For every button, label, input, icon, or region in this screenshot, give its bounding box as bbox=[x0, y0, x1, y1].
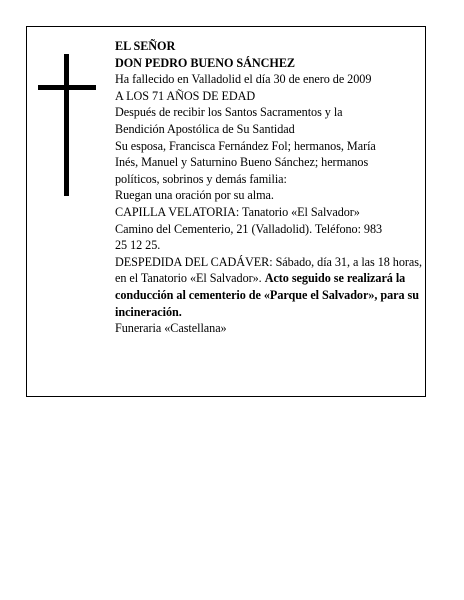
obituary-text-block bbox=[115, 38, 435, 337]
prayer-request: Ruegan una oración por su alma. bbox=[115, 188, 274, 203]
cross-icon-horizontal-bar bbox=[38, 85, 96, 90]
farewell-label: DESPEDIDA DEL CADÁVER: bbox=[115, 254, 273, 269]
sacraments-line: Después de recibir los Santos Sacramentos y la Bendición Apostólica de Su Santidad bbox=[115, 105, 343, 136]
farewell-details: Sábado, día 31, a las 18 horas, en el Tanatorio «El Salvador». bbox=[115, 254, 422, 286]
farewell-bold-text: Acto seguido se realizará la conducción al cementerio de «Parque el Salvador», para su incineración. bbox=[115, 271, 419, 319]
death-notice: Ha fallecido en Valladolid el día 30 de enero de 2009 bbox=[115, 72, 372, 87]
chapel-label: CAPILLA VELATORIA: bbox=[115, 204, 240, 219]
family-line: Su esposa, Francisca Fernández Fol; hermanos, María Inés, Manuel y Saturnino Bueno Sánchez; hermanos políticos, sobrinos y demás familia: bbox=[115, 138, 376, 186]
age-line: A LOS 71 AÑOS DE EDAD bbox=[115, 88, 256, 103]
obituary-title: EL SEÑOR bbox=[115, 39, 176, 53]
farewell-paragraph bbox=[115, 254, 425, 320]
chapel-address: Camino del Cementerio, 21 (Valladolid). Teléfono: 983 25 12 25. bbox=[115, 221, 383, 253]
chapel-line bbox=[115, 204, 435, 221]
funeral-home: Funeraria «Castellana» bbox=[115, 321, 227, 336]
chapel-place: Tanatorio «El Salvador» bbox=[242, 204, 360, 219]
cross-icon-vertical-bar bbox=[64, 54, 69, 196]
deceased-name: DON PEDRO BUENO SÁNCHEZ bbox=[115, 55, 295, 70]
